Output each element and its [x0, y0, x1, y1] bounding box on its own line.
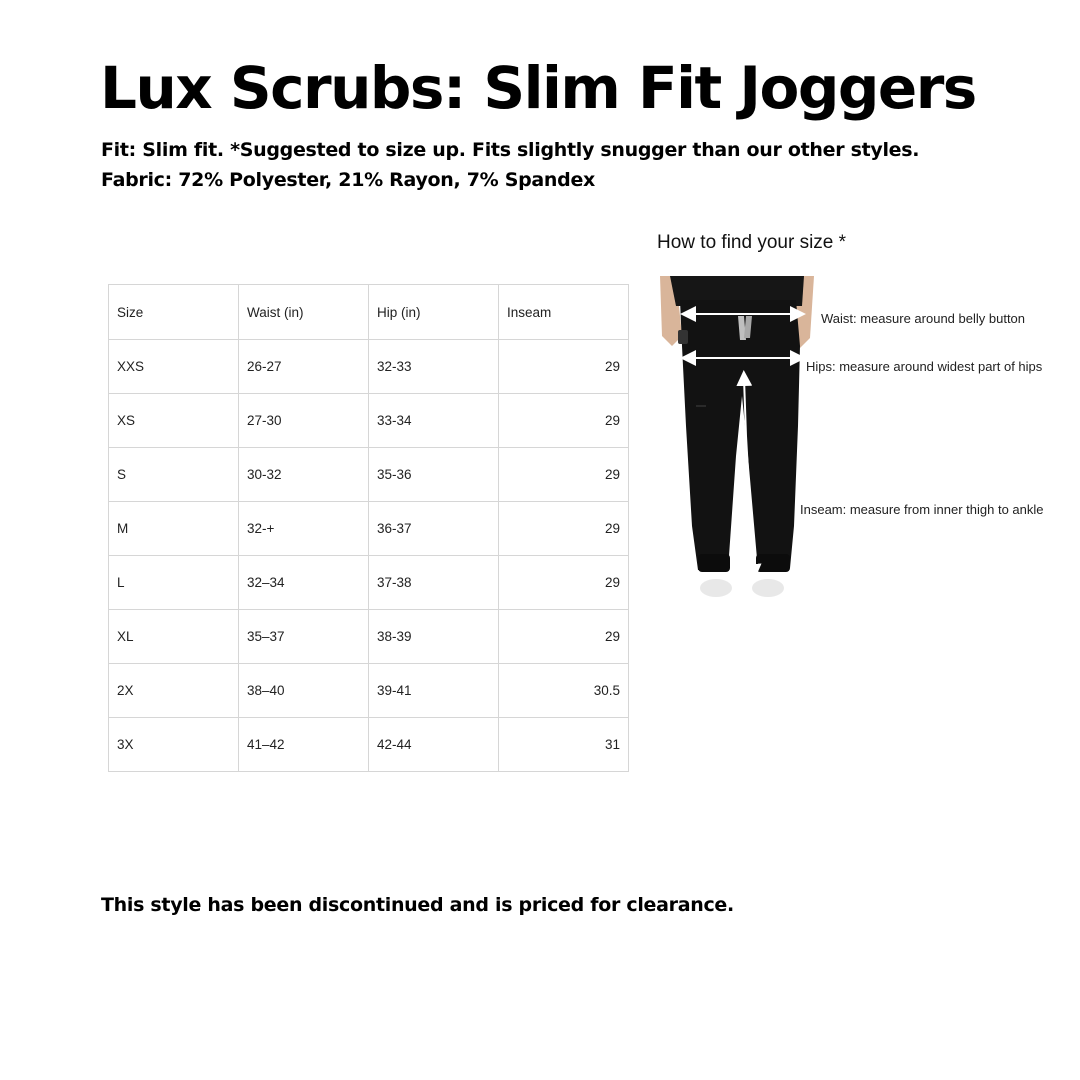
size-cell: 3X: [109, 718, 239, 772]
inseam-instruction: Inseam: measure from inner thigh to ankle: [800, 502, 1044, 517]
fit-description: Fit: Slim fit. *Suggested to size up. Fits slightly snugger than our other styles.: [101, 139, 920, 161]
hip-cell: 38-39: [369, 610, 499, 664]
size-cell: S: [109, 448, 239, 502]
size-cell: XXS: [109, 340, 239, 394]
waist-cell: 32-+: [239, 502, 369, 556]
size-cell: 2X: [109, 664, 239, 718]
inseam-cell: 29: [499, 556, 629, 610]
table-row: [109, 556, 629, 610]
page-title: Lux Scrubs: Slim Fit Joggers: [100, 54, 976, 122]
waist-instruction: Waist: measure around belly button: [821, 311, 1026, 326]
hip-cell: 32-33: [369, 340, 499, 394]
inseam-cell: 29: [499, 502, 629, 556]
table-row: [109, 610, 629, 664]
inseam-cell: 29: [499, 394, 629, 448]
size-cell: XL: [109, 610, 239, 664]
hip-cell: 39-41: [369, 664, 499, 718]
table-row: [109, 340, 629, 394]
pants-measurement-figure: [658, 276, 818, 598]
waist-cell: 27-30: [239, 394, 369, 448]
table-row: [109, 664, 629, 718]
table-header-row: [109, 285, 629, 340]
inseam-cell: 31: [499, 718, 629, 772]
waist-cell: 26-27: [239, 340, 369, 394]
hip-cell: 37-38: [369, 556, 499, 610]
clearance-note: This style has been discontinued and is priced for clearance.: [101, 894, 734, 916]
size-cell: XS: [109, 394, 239, 448]
column-header-waist: Waist (in): [239, 285, 369, 340]
column-header-size: Size: [109, 285, 239, 340]
hip-cell: 33-34: [369, 394, 499, 448]
inseam-cell: 29: [499, 340, 629, 394]
hip-cell: 35-36: [369, 448, 499, 502]
hip-cell: 42-44: [369, 718, 499, 772]
table-row: [109, 502, 629, 556]
inseam-cell: 29: [499, 610, 629, 664]
size-cell: M: [109, 502, 239, 556]
hip-cell: 36-37: [369, 502, 499, 556]
inseam-cell: 29: [499, 448, 629, 502]
column-header-hip: Hip (in): [369, 285, 499, 340]
column-header-inseam: Inseam: [499, 285, 629, 340]
size-guide-title: How to find your size *: [657, 232, 847, 253]
waist-cell: 35–37: [239, 610, 369, 664]
inseam-cell: 30.5: [499, 664, 629, 718]
table-row: [109, 394, 629, 448]
waist-cell: 41–42: [239, 718, 369, 772]
size-cell: L: [109, 556, 239, 610]
waist-cell: 30-32: [239, 448, 369, 502]
hips-instruction: Hips: measure around widest part of hips: [806, 359, 1043, 374]
waist-cell: 32–34: [239, 556, 369, 610]
size-chart-table: [108, 284, 629, 772]
table-row: [109, 718, 629, 772]
fabric-description: Fabric: 72% Polyester, 21% Rayon, 7% Spandex: [101, 169, 595, 191]
waist-cell: 38–40: [239, 664, 369, 718]
table-row: [109, 448, 629, 502]
